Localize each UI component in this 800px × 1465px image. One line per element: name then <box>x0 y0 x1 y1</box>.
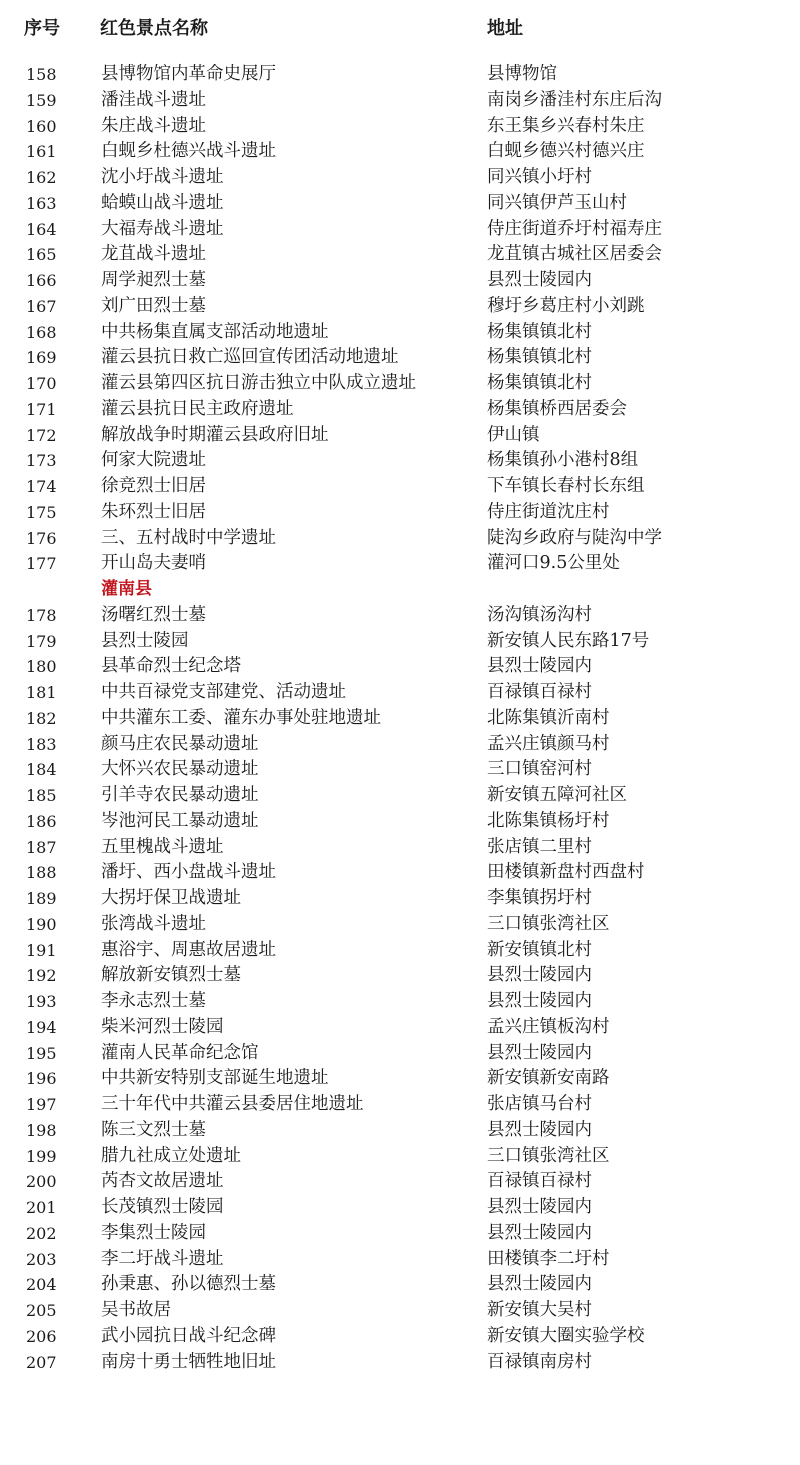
table-row <box>0 1247 800 1273</box>
site-name: 中共灌东工委、灌东办事处驻地遗址 <box>101 707 381 728</box>
site-name: 周学昶烈士墓 <box>101 270 206 290</box>
site-name: 中共百禄党支部建党、活动遗址 <box>101 682 346 702</box>
site-name: 腊九社成立处遗址 <box>101 1145 241 1166</box>
site-address: 伊山镇 <box>487 424 540 445</box>
table-row <box>0 397 800 423</box>
table-row <box>0 1144 800 1170</box>
table-row <box>0 732 800 758</box>
table-row <box>0 603 800 629</box>
site-name: 朱环烈士旧居 <box>101 501 206 522</box>
table-row <box>0 706 800 732</box>
row-number: 162 <box>26 168 57 187</box>
row-number: 165 <box>26 245 57 265</box>
row-number: 197 <box>26 1095 57 1114</box>
row-number: 170 <box>26 374 57 393</box>
row-number: 179 <box>26 631 57 651</box>
site-name: 开山岛夫妻哨 <box>101 553 206 574</box>
table-row <box>0 88 800 114</box>
site-name: 孙秉惠、孙以德烈士墓 <box>101 1274 276 1295</box>
site-name: 徐竞烈士旧居 <box>101 476 206 496</box>
site-address: 县烈士陵园内 <box>487 1197 592 1217</box>
site-address: 县烈士陵园内 <box>487 1222 592 1243</box>
row-number: 206 <box>26 1326 57 1346</box>
header-address: 地址 <box>487 18 523 39</box>
site-address: 杨集镇镇北村 <box>487 373 592 393</box>
row-number: 191 <box>26 940 57 960</box>
site-address: 县博物馆 <box>487 64 557 84</box>
table-row <box>0 1324 800 1350</box>
site-address: 百禄镇百禄村 <box>487 682 592 702</box>
site-name: 大怀兴农民暴动遗址 <box>101 759 259 780</box>
site-address: 三口镇张湾社区 <box>487 1145 610 1166</box>
header-number: 序号 <box>24 18 60 39</box>
site-name: 三、五村战时中学遗址 <box>101 527 276 548</box>
site-name: 五里槐战斗遗址 <box>101 836 224 857</box>
site-name: 大福寿战斗遗址 <box>101 218 224 239</box>
table-row <box>0 835 800 861</box>
site-name: 灌云县抗日民主政府遗址 <box>101 398 294 419</box>
table-row <box>0 757 800 783</box>
table-row <box>0 938 800 964</box>
row-number: 163 <box>26 193 57 213</box>
site-name: 吴书故居 <box>101 1300 171 1320</box>
site-address: 张店镇二里村 <box>487 836 592 857</box>
site-address: 南岗乡潘洼村东庄后沟 <box>487 89 662 110</box>
site-name: 灌南人民革命纪念馆 <box>101 1042 259 1063</box>
table-header <box>0 14 800 44</box>
row-number: 177 <box>26 554 57 574</box>
row-number: 173 <box>26 451 57 471</box>
row-number: 195 <box>26 1043 57 1063</box>
table-row <box>0 1092 800 1118</box>
site-name: 解放战争时期灌云县政府旧址 <box>101 424 329 445</box>
site-address: 龙苴镇古城社区居委会 <box>487 244 662 265</box>
site-address: 东王集乡兴春村朱庄 <box>487 115 645 136</box>
table-row <box>0 1195 800 1221</box>
site-address: 县烈士陵园内 <box>487 270 592 290</box>
table-row <box>0 654 800 680</box>
site-address: 侍庄街道沈庄村 <box>487 501 610 522</box>
table-row <box>0 448 800 474</box>
row-number: 204 <box>26 1275 57 1295</box>
row-number: 187 <box>26 837 57 857</box>
site-address: 孟兴庄镇板沟村 <box>487 1016 610 1037</box>
table-row <box>0 912 800 938</box>
site-address: 北陈集镇杨圩村 <box>487 810 610 831</box>
row-number: 205 <box>26 1301 57 1320</box>
table-row <box>0 886 800 912</box>
row-number: 159 <box>26 90 57 110</box>
table-row <box>0 268 800 294</box>
row-number: 174 <box>26 477 57 496</box>
site-address: 新安镇大吴村 <box>487 1300 592 1320</box>
site-name: 引羊寺农民暴动遗址 <box>101 785 259 805</box>
site-address: 百禄镇南房村 <box>487 1351 592 1372</box>
site-list <box>0 62 800 1375</box>
row-number: 196 <box>26 1069 57 1089</box>
row-number: 160 <box>26 116 57 136</box>
table-row <box>0 474 800 500</box>
site-name: 沈小圩战斗遗址 <box>101 167 224 187</box>
table-row <box>0 551 800 577</box>
site-name: 武小园抗日战斗纪念碑 <box>101 1325 276 1346</box>
site-name: 颜马庄农民暴动遗址 <box>101 733 259 754</box>
site-name: 长茂镇烈士陵园 <box>101 1197 224 1217</box>
table-row <box>0 1169 800 1195</box>
site-address: 侍庄街道乔圩村福寿庄 <box>487 218 662 239</box>
site-address: 北陈集镇沂南村 <box>487 707 610 728</box>
site-address: 县烈士陵园内 <box>487 656 592 677</box>
site-address: 新安镇五障河社区 <box>487 785 627 805</box>
table-row <box>0 294 800 320</box>
site-address: 百禄镇百禄村 <box>487 1171 592 1192</box>
site-name: 县博物馆内革命史展厅 <box>101 64 276 84</box>
site-address: 杨集镇镇北村 <box>487 321 592 342</box>
row-number: 200 <box>26 1172 57 1192</box>
row-number: 169 <box>26 348 57 368</box>
row-number: 181 <box>26 683 57 702</box>
site-address: 下车镇长春村长东组 <box>487 476 645 496</box>
site-address: 县烈士陵园内 <box>487 1119 592 1140</box>
row-number: 180 <box>26 657 57 677</box>
site-address: 新安镇镇北村 <box>487 939 592 960</box>
site-address: 县烈士陵园内 <box>487 965 592 986</box>
site-address: 汤沟镇汤沟村 <box>487 604 592 625</box>
site-address: 县烈士陵园内 <box>487 1274 592 1295</box>
table-row <box>0 423 800 449</box>
site-address: 县烈士陵园内 <box>487 991 592 1011</box>
site-address: 陡沟乡政府与陡沟中学 <box>487 527 662 548</box>
row-number: 188 <box>26 863 57 883</box>
row-number: 161 <box>26 142 57 162</box>
site-address: 同兴镇小圩村 <box>487 167 592 187</box>
table-row <box>0 62 800 88</box>
site-address: 新安镇人民东路17号 <box>487 630 650 651</box>
table-row <box>0 1066 800 1092</box>
row-number: 167 <box>26 296 57 316</box>
site-address: 穆圩乡葛庄村小刘跳 <box>487 295 645 316</box>
table-row <box>0 526 800 552</box>
row-number: 207 <box>26 1352 57 1372</box>
table-row <box>0 989 800 1015</box>
site-name: 解放新安镇烈士墓 <box>101 965 241 986</box>
site-name: 蛤蟆山战斗遗址 <box>101 192 224 213</box>
site-address: 县烈士陵园内 <box>487 1042 592 1063</box>
site-address: 田楼镇新盘村西盘村 <box>487 862 645 883</box>
table-row <box>0 500 800 526</box>
row-number: 193 <box>26 992 57 1011</box>
site-address: 新安镇新安南路 <box>487 1068 610 1089</box>
table-row <box>0 1015 800 1041</box>
header-site-name: 红色景点名称 <box>100 18 208 39</box>
table-row <box>0 963 800 989</box>
site-address: 新安镇大圈实验学校 <box>487 1325 645 1346</box>
table-row <box>0 1272 800 1298</box>
row-number: 192 <box>26 966 57 986</box>
row-number: 202 <box>26 1223 57 1243</box>
site-name: 李永志烈士墓 <box>101 991 206 1011</box>
table-row <box>0 191 800 217</box>
site-address: 李集镇拐圩村 <box>487 888 592 908</box>
site-address: 杨集镇孙小港村8组 <box>487 450 639 471</box>
row-number: 176 <box>26 528 57 548</box>
site-address: 杨集镇桥西居委会 <box>487 398 627 419</box>
row-number: 182 <box>26 708 57 728</box>
row-number: 166 <box>26 271 57 290</box>
section-heading: 灌南县 <box>101 579 152 599</box>
site-name: 陈三文烈士墓 <box>101 1119 206 1140</box>
row-number: 184 <box>26 760 57 780</box>
site-name: 刘广田烈士墓 <box>101 295 206 316</box>
table-row <box>0 114 800 140</box>
site-address: 孟兴庄镇颜马村 <box>487 733 610 754</box>
site-name: 岑池河民工暴动遗址 <box>101 810 259 831</box>
site-name: 潘圩、西小盘战斗遗址 <box>101 862 276 883</box>
site-address: 三口镇窑河村 <box>487 759 592 780</box>
table-row <box>0 783 800 809</box>
row-number: 186 <box>26 811 57 831</box>
site-name: 白蚬乡杜德兴战斗遗址 <box>101 141 276 162</box>
site-address: 杨集镇镇北村 <box>487 347 592 368</box>
table-row <box>0 165 800 191</box>
table-row <box>0 217 800 243</box>
site-address: 张店镇马台村 <box>487 1094 592 1114</box>
site-name: 李集烈士陵园 <box>101 1222 206 1243</box>
row-number: 158 <box>26 65 57 84</box>
site-name: 惠浴宇、周惠故居遗址 <box>101 939 276 960</box>
row-number: 199 <box>26 1146 57 1166</box>
site-name: 龙苴战斗遗址 <box>101 244 206 265</box>
site-name: 潘洼战斗遗址 <box>101 89 206 110</box>
row-number: 189 <box>26 889 57 908</box>
row-number: 194 <box>26 1017 57 1037</box>
table-row <box>0 1118 800 1144</box>
table-row <box>0 371 800 397</box>
site-name: 中共新安特别支部诞生地遗址 <box>101 1068 329 1089</box>
site-name: 柴米河烈士陵园 <box>101 1016 224 1037</box>
row-number: 198 <box>26 1120 57 1140</box>
site-name: 中共杨集直属支部活动地遗址 <box>101 321 329 342</box>
row-number: 171 <box>26 399 57 419</box>
site-name: 朱庄战斗遗址 <box>101 115 206 136</box>
site-name: 何家大院遗址 <box>101 450 206 471</box>
row-number: 178 <box>26 605 57 625</box>
row-number: 203 <box>26 1249 57 1269</box>
site-address: 同兴镇伊芦玉山村 <box>487 192 627 213</box>
table-row <box>0 242 800 268</box>
site-name: 李二圩战斗遗址 <box>101 1248 224 1269</box>
site-name: 张湾战斗遗址 <box>101 913 206 934</box>
table-row <box>0 860 800 886</box>
site-name: 三十年代中共灌云县委居住地遗址 <box>101 1094 364 1114</box>
table-row <box>0 1221 800 1247</box>
site-name: 大拐圩保卫战遗址 <box>101 888 241 908</box>
table-row <box>0 345 800 371</box>
row-number: 183 <box>26 734 57 754</box>
row-number: 172 <box>26 425 57 445</box>
site-address: 三口镇张湾社区 <box>487 913 610 934</box>
table-row <box>0 629 800 655</box>
table-row <box>0 1298 800 1324</box>
site-name: 灌云县抗日救亡巡回宣传团活动地遗址 <box>101 347 399 368</box>
row-number: 190 <box>26 914 57 934</box>
table-row <box>0 809 800 835</box>
site-address: 灌河口9.5公里处 <box>487 553 620 574</box>
site-name: 汤曙红烈士墓 <box>101 604 206 625</box>
table-row <box>0 320 800 346</box>
site-name: 灌云县第四区抗日游击独立中队成立遗址 <box>101 373 416 393</box>
site-name: 南房十勇士牺牲地旧址 <box>101 1351 276 1372</box>
site-name: 县烈士陵园 <box>101 630 189 651</box>
row-number: 175 <box>26 502 57 522</box>
row-number: 168 <box>26 322 57 342</box>
table-row <box>0 1350 800 1376</box>
row-number: 185 <box>26 786 57 805</box>
table-row <box>0 1041 800 1067</box>
site-name: 县革命烈士纪念塔 <box>101 656 241 677</box>
row-number: 164 <box>26 219 57 239</box>
site-address: 白蚬乡德兴村德兴庄 <box>487 141 645 162</box>
table-row <box>0 680 800 706</box>
section-heading-row <box>0 577 800 603</box>
site-address: 田楼镇李二圩村 <box>487 1248 610 1269</box>
row-number: 201 <box>26 1198 57 1217</box>
site-name: 芮杏文故居遗址 <box>101 1171 224 1192</box>
table-row <box>0 139 800 165</box>
